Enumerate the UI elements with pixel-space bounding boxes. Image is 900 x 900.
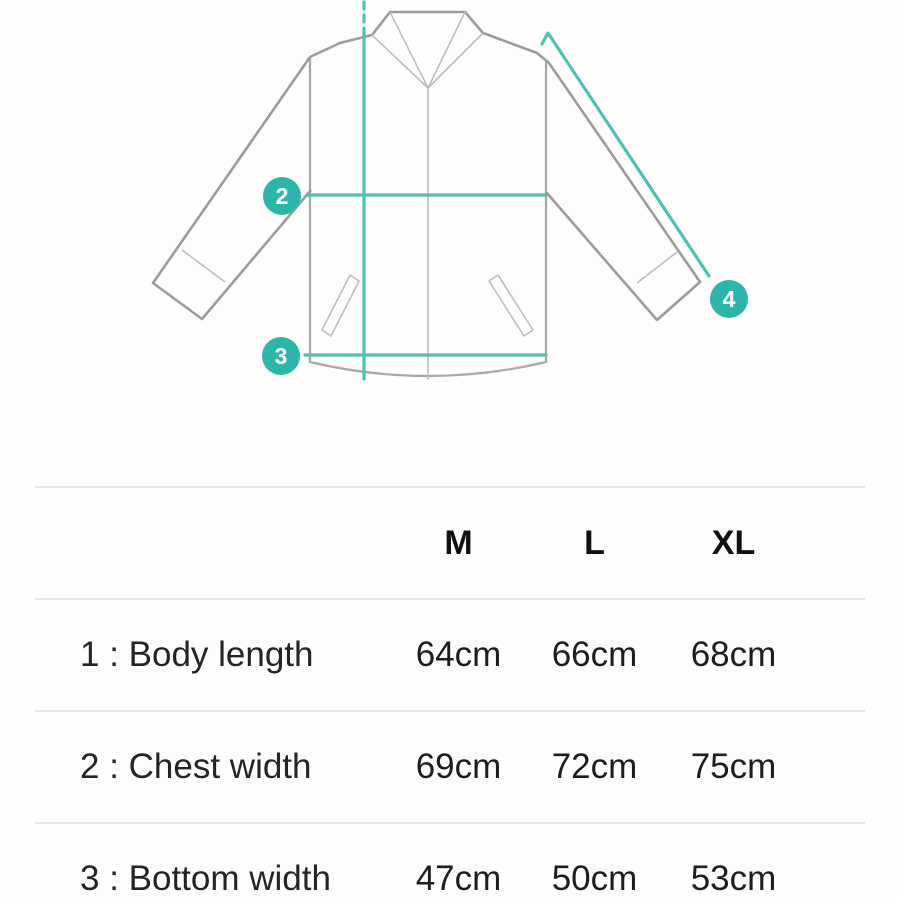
- table-row-bottom-width: [35, 824, 865, 900]
- collar-lapel-lines: [372, 12, 483, 88]
- cuff-seam-right: [637, 252, 677, 283]
- size-table: [35, 486, 865, 900]
- cell-value: 50cm: [551, 859, 638, 898]
- column-header-m: M: [444, 523, 473, 562]
- pocket-welt-right: [489, 275, 533, 336]
- cell-value: 66cm: [551, 635, 638, 674]
- marker-3-label: 3: [274, 343, 288, 369]
- cell-value: 75cm: [690, 747, 777, 786]
- marker-2: [263, 177, 301, 215]
- table-row-chest-width: [35, 712, 865, 824]
- cell-value: 47cm: [415, 859, 502, 898]
- marker-3: [262, 337, 300, 375]
- marker-4: [710, 280, 748, 318]
- column-header-l: L: [584, 523, 605, 562]
- table-row-body-length: [35, 600, 865, 712]
- cell-value: 64cm: [415, 635, 502, 674]
- row-label: 2 : Chest width: [80, 747, 312, 786]
- jacket-right-sleeve: [546, 63, 700, 320]
- marker-4-label: 4: [722, 286, 736, 312]
- row-label: 3 : Bottom width: [80, 859, 331, 898]
- cuff-seam-left: [182, 250, 225, 282]
- measure-line-4-sleeve: [542, 33, 709, 276]
- column-header-xl: XL: [711, 523, 756, 562]
- pocket-welt-left: [322, 275, 359, 336]
- cell-value: 69cm: [415, 747, 502, 786]
- cell-value: 72cm: [551, 747, 638, 786]
- cell-value: 68cm: [690, 635, 777, 674]
- jacket-collar-outline: [310, 12, 549, 63]
- row-label: 1 : Body length: [80, 635, 314, 674]
- marker-2-label: 2: [275, 183, 289, 209]
- cell-value: 53cm: [690, 859, 777, 898]
- size-table-header-row: [35, 488, 865, 600]
